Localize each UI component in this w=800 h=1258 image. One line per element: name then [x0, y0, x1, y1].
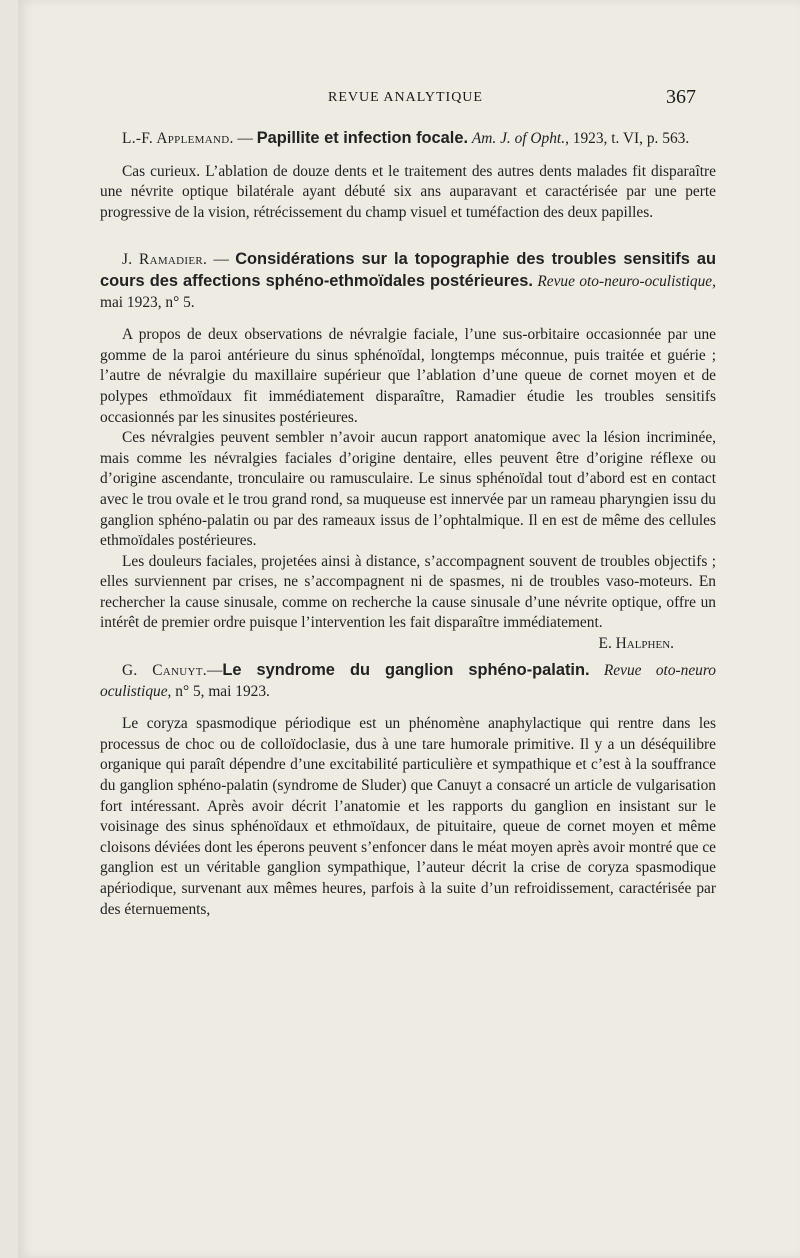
entry-heading: [100, 249, 716, 313]
abstract-entry: [100, 660, 716, 920]
scanned-page: [18, 0, 800, 1258]
abstract-entry: [100, 249, 716, 653]
entry-author: L.-F. Applemand.: [122, 130, 234, 147]
entry-title: Considérations sur la topographie des troubles sensitifs au cours des affections sphéno-ethmoïdales postérieures.: [100, 250, 716, 290]
entry-journal: Revue oto-neuro-oculistique: [537, 272, 713, 290]
entry-paragraph: Ces névralgies peuvent sembler n’avoir aucun rapport anatomique avec la lésion incriminée, mais comme les névralgies faciales d’origine dentaire, elles peuvent être d’origine réflexe ou d’origine ascendante, tronculaire ou ramusculaire. Le sinus sphénoïdal tout d’abord est en contact avec le trou ovale et le trou grand rond, sa muqueuse est innervée par un rameau pharyngien issu du ganglion sphéno-palatin ou par des rameaux issus de l’ophtalmique. Il en est de même des cellules ethmoïdales postérieures.: [100, 429, 716, 550]
entry-title: Le syndrome du ganglion sphéno-palatin.: [222, 661, 590, 680]
entry-separator: —: [233, 130, 257, 147]
page-content: [100, 128, 716, 920]
entry-paragraph: A propos de deux observations de névralgie faciale, l’une sus-orbitaire occasionnée par une gomme de la paroi antérieure du sinus sphénoïdal, longtemps méconnue, puis traitée et guérie ; l’autre de névralgie du maxillaire supérieur que l’ablation d’une queue de cornet moyen et de polypes ethmoïdaux fit immédiatement disparaître, Ramadier étudie les troubles sensitifs occasionnés par les sinusites postérieures.: [100, 326, 716, 426]
reviewer-signature: E. Halphen.: [598, 635, 674, 653]
entry-paragraph: Le coryza spasmodique périodique est un phénomène anaphylactique qui rentre dans les processus de choc ou de colloïdoclasie, dus à une tare humorale primitive. Il y a un déséquilibre organique qui paraît dépendre d’une excitabilité particulière et sympathique et c’est à la souffrance du ganglion sphéno-palatin (syndrome de Sluder) que Canuyt a consacré un article de vulgarisation fort intéressant. Après avoir décrit l’anatomie et les rapports du ganglion en insistant sur le voisinage des sinus sphénoïdaux et ethmoïdaux, de pituitaire, queue de cornet moyen et même cloisons déviées dont les éperons peuvent s’enfoncer dans le méat moyen après avoir montré que ce ganglion est un véritable ganglion sympathique, l’auteur décrit la crise de coryza spasmodique apériodique, survenant aux mêmes heures, parfois à la suite d’un refroidissement, caractérisée par des éternuements,: [100, 715, 716, 918]
entry-author: J. Ramadier.: [122, 251, 208, 269]
page-number: 367: [666, 86, 696, 108]
entry-separator: —: [207, 251, 236, 269]
entry-journal: Revue oto-neuro oculistique: [100, 662, 716, 700]
entry-author: G. Canuyt.: [122, 662, 207, 680]
entry-citation: , 1923, t. VI, p. 563.: [565, 130, 690, 147]
entry-citation: , n° 5, mai 1923.: [167, 682, 270, 700]
running-head: REVUE ANALYTIQUE: [328, 90, 483, 105]
entry-paragraph: Cas curieux. L’ablation de douze dents et le traitement des autres dents malades fit disparaître une névrite optique bilatérale ayant débuté six ans auparavant et caractérisée par une perte progressive de la vision, rétrécissement du champ visuel et tuméfaction des deux papilles.: [100, 162, 716, 221]
entry-journal: Am. J. of Opht.: [471, 130, 566, 147]
entry-heading: [100, 660, 716, 702]
entry-citation: , mai 1923, n° 5.: [100, 272, 716, 311]
entry-separator: —: [206, 662, 223, 680]
entry-paragraph-with-signature: [100, 552, 716, 653]
entry-title: Papillite et infection focale.: [256, 129, 469, 147]
entry-heading: [100, 128, 716, 150]
abstract-entry: [100, 128, 716, 223]
entry-paragraph-text: Les douleurs faciales, projetées ainsi à distance, s’accompagnent souvent de troubles objectifs ; elles surviennent par crises, ne s’accompagnent ni de spasmes, ni de troubles vaso-moteurs. En rechercher la cause sinusale, comme on recherche la cause sinusale d’une névrite optique, offre un intérêt de premier ordre puisque l’intervention les fait disparaître immédiatement.: [100, 552, 716, 632]
